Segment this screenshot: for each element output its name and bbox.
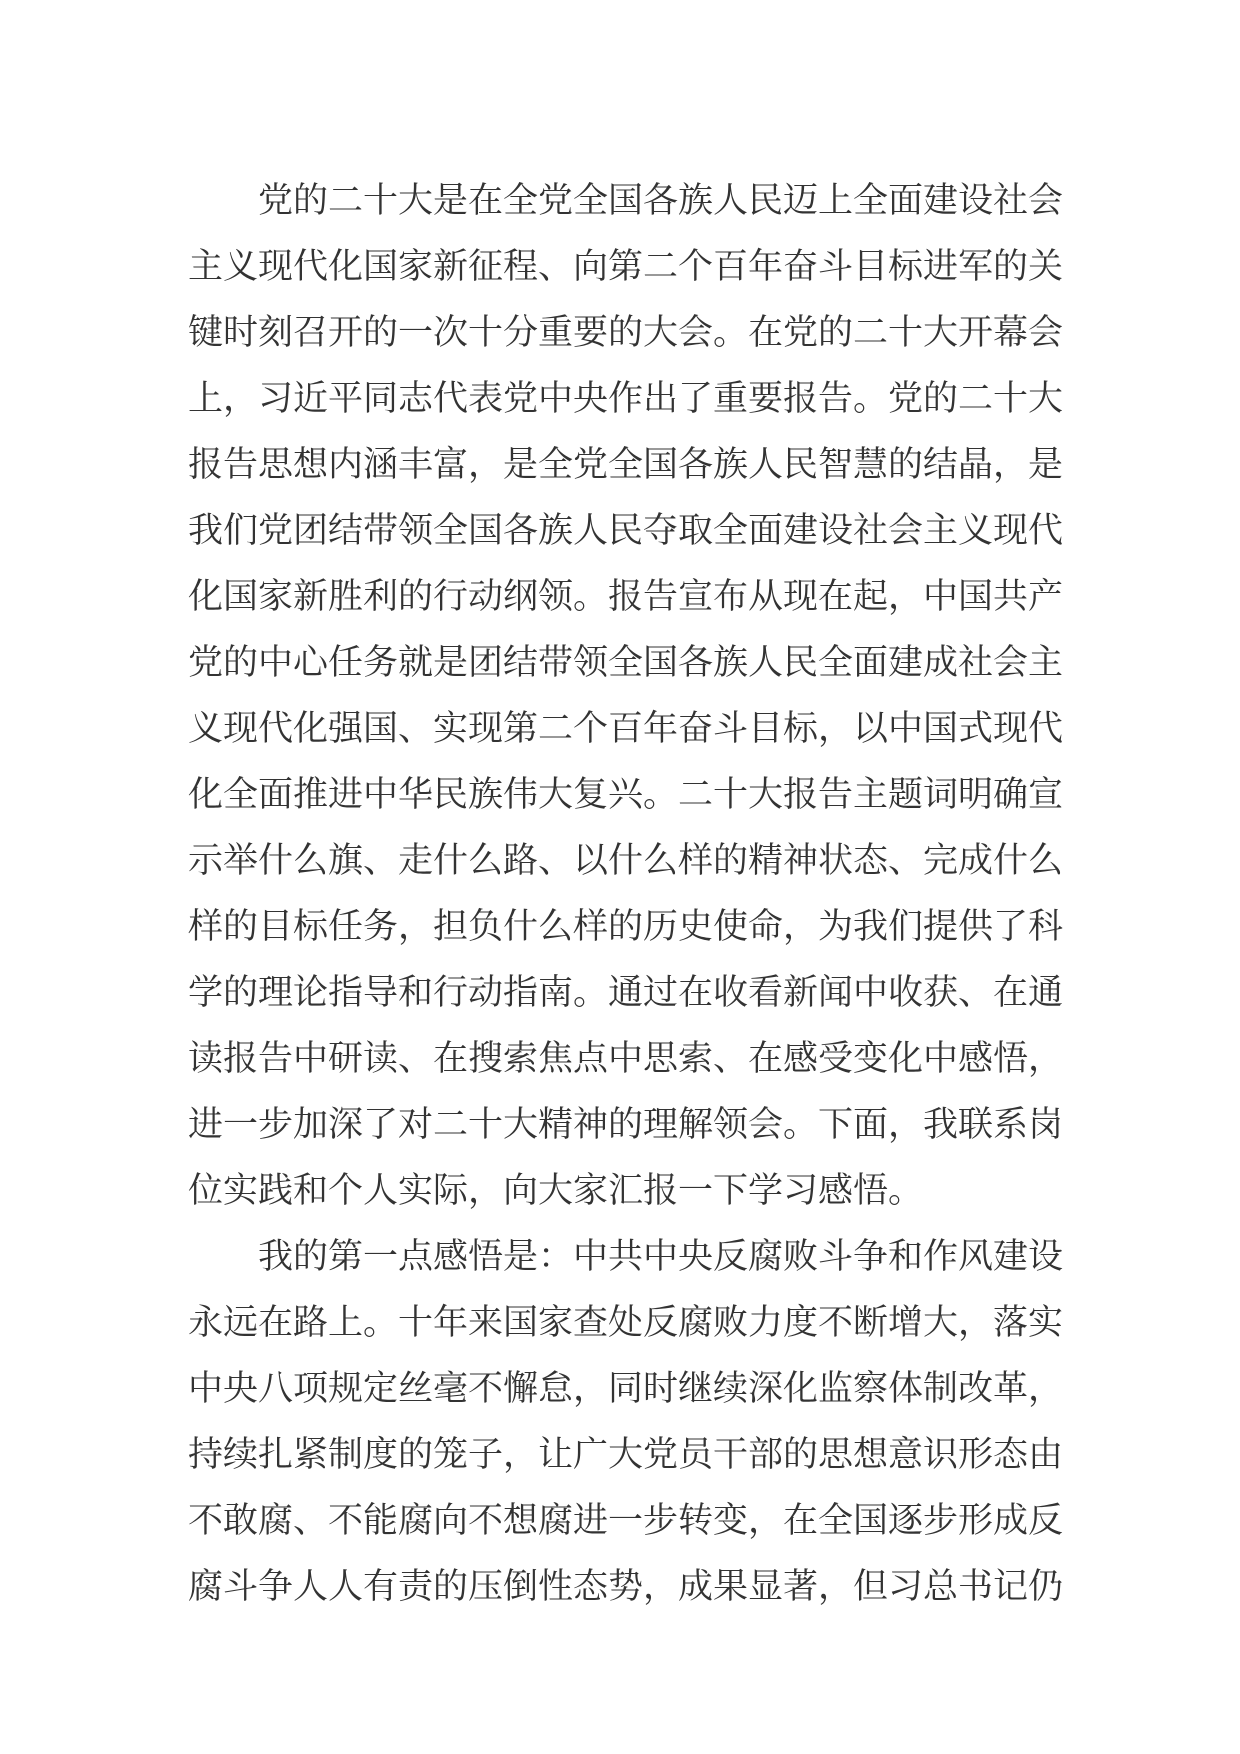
text-line: 永远在路上。十年来国家查处反腐败力度不断增大，落实 (188, 1303, 1064, 1343)
paragraph-1 (188, 168, 1064, 1224)
text-line: 示举什么旗、走什么路、以什么样的精神状态、完成什么 (188, 841, 1064, 881)
text-line: 位实践和个人实际，向大家汇报一下学习感悟。 (188, 1171, 924, 1211)
text-line: 我的第一点感悟是：中共中央反腐败斗争和作风建设 (258, 1237, 1064, 1277)
text-line: 持续扎紧制度的笼子，让广大党员干部的思想意识形态由 (188, 1435, 1064, 1475)
text-line: 不敢腐、不能腐向不想腐进一步转变，在全国逐步形成反 (188, 1501, 1064, 1541)
text-line: 腐斗争人人有责的压倒性态势，成果显著，但习总书记仍 (188, 1567, 1064, 1607)
text-line: 我们党团结带领全国各族人民夺取全面建设社会主义现代 (188, 511, 1064, 551)
text-line: 党的二十大是在全党全国各族人民迈上全面建设社会 (258, 181, 1064, 221)
document-body (188, 168, 1064, 1620)
text-line: 党的中心任务就是团结带领全国各族人民全面建成社会主 (188, 643, 1064, 683)
text-line: 进一步加深了对二十大精神的理解领会。下面，我联系岗 (188, 1105, 1064, 1145)
paragraph-2 (188, 1224, 1064, 1620)
text-line: 读报告中研读、在搜索焦点中思索、在感受变化中感悟， (188, 1039, 1064, 1079)
text-line: 样的目标任务，担负什么样的历史使命，为我们提供了科 (188, 907, 1064, 947)
text-line: 化全面推进中华民族伟大复兴。二十大报告主题词明确宣 (188, 775, 1064, 815)
text-line: 报告思想内涵丰富，是全党全国各族人民智慧的结晶，是 (188, 445, 1064, 485)
text-line: 上，习近平同志代表党中央作出了重要报告。党的二十大 (188, 379, 1064, 419)
text-line: 中央八项规定丝毫不懈怠，同时继续深化监察体制改革， (188, 1369, 1064, 1409)
text-line: 义现代化强国、实现第二个百年奋斗目标，以中国式现代 (188, 709, 1064, 749)
text-line: 主义现代化国家新征程、向第二个百年奋斗目标进军的关 (188, 247, 1064, 287)
text-line: 学的理论指导和行动指南。通过在收看新闻中收获、在通 (188, 973, 1064, 1013)
text-line: 键时刻召开的一次十分重要的大会。在党的二十大开幕会 (188, 313, 1064, 353)
text-line: 化国家新胜利的行动纲领。报告宣布从现在起，中国共产 (188, 577, 1064, 617)
